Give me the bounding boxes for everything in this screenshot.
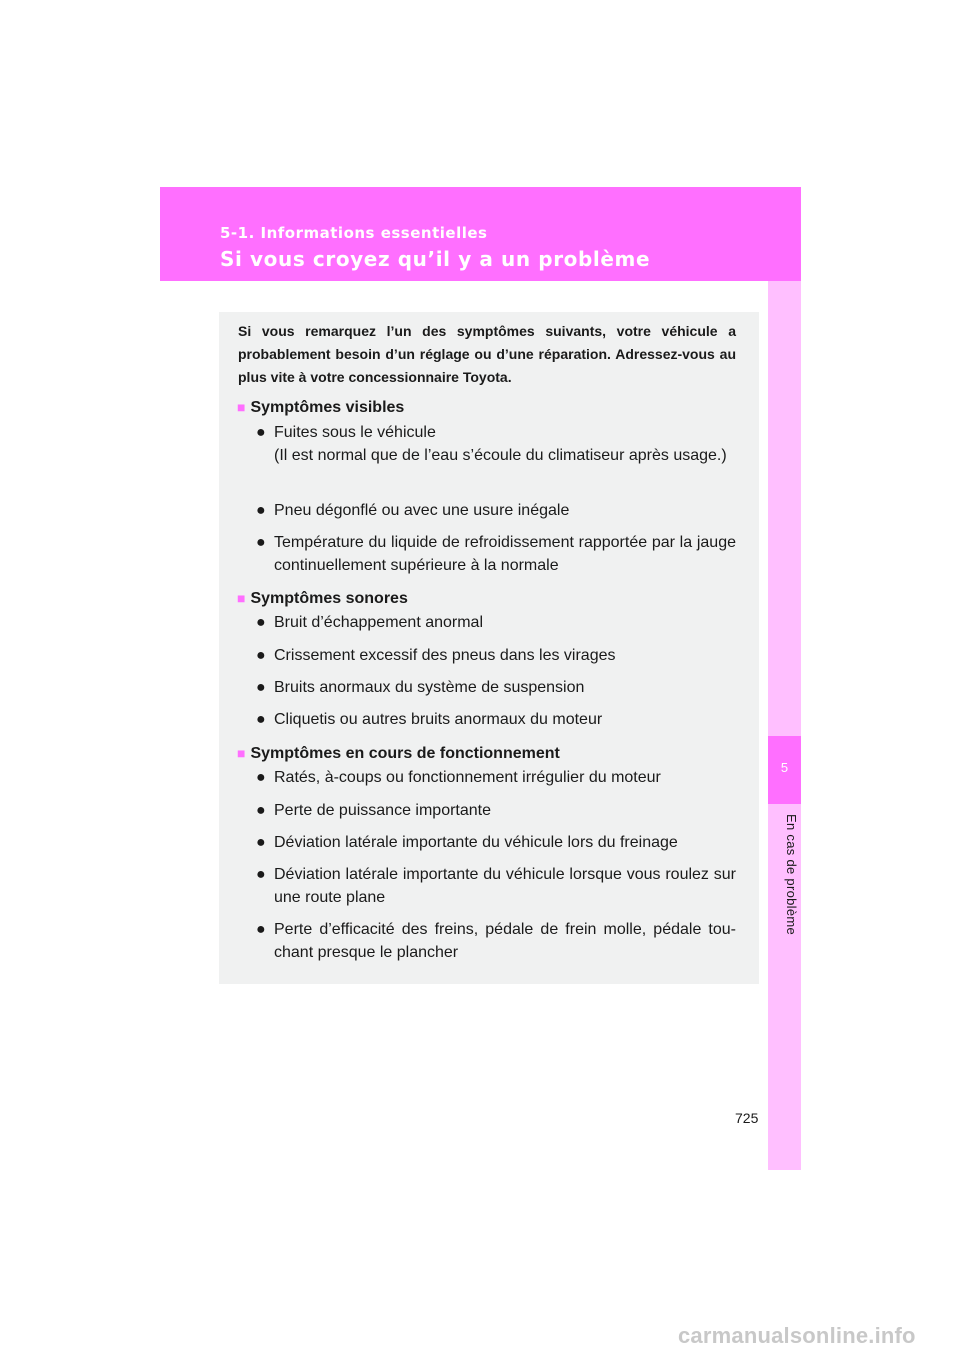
bullet-dot-icon: ● bbox=[256, 534, 266, 551]
list-item bbox=[256, 708, 736, 731]
list-item-text: Perte d’efficacité des freins, pédale de frein molle, pédale tou-chant presque le plancher bbox=[274, 921, 736, 961]
list-item-text: Crissement excessif des pneus dans les virages bbox=[274, 647, 616, 664]
bullet-dot-icon: ● bbox=[256, 711, 266, 728]
list-item bbox=[256, 531, 736, 577]
watermark-link[interactable]: carmanualsonline.info bbox=[678, 1323, 916, 1348]
bullet-dot-icon: ● bbox=[256, 424, 266, 441]
list-item bbox=[256, 421, 736, 467]
list-item bbox=[256, 676, 736, 699]
bullet-dot-icon: ● bbox=[256, 921, 266, 938]
square-icon: ■ bbox=[237, 399, 246, 415]
list-item bbox=[256, 644, 736, 667]
section-title-text: Symptômes sonores bbox=[250, 590, 408, 607]
symptoms-box bbox=[219, 312, 759, 984]
bullet-dot-icon: ● bbox=[256, 614, 266, 631]
list-item-text: Bruits anormaux du système de suspension bbox=[274, 679, 585, 696]
list-item-text: Perte de puissance importante bbox=[274, 802, 492, 819]
list-item-text: Pneu dégonflé ou avec une usure inégale bbox=[274, 502, 570, 519]
chapter-number-tab[interactable]: 5 bbox=[768, 736, 801, 804]
list-item-text: Déviation latérale importante du véhicule lors du freinage bbox=[274, 834, 678, 851]
list-item bbox=[256, 611, 736, 634]
section-title-sound bbox=[237, 588, 408, 609]
section-title-text: Symptômes en cours de fonctionnement bbox=[250, 745, 560, 762]
list-item-text: Fuites sous le véhicule (Il est normal que de l’eau s’écoule du climatiseur après usage.) bbox=[274, 424, 727, 464]
chapter-title: En cas de problème bbox=[784, 814, 799, 936]
list-item bbox=[256, 499, 736, 522]
list-item bbox=[256, 766, 736, 789]
bullet-dot-icon: ● bbox=[256, 502, 266, 519]
section-title-operation bbox=[237, 743, 560, 764]
section-label: 5-1. Informations essentielles bbox=[220, 224, 488, 242]
section-title-visible bbox=[237, 397, 404, 418]
list-item-text: Cliquetis ou autres bruits anormaux du moteur bbox=[274, 711, 603, 728]
bullet-dot-icon: ● bbox=[256, 802, 266, 819]
bullet-dot-icon: ● bbox=[256, 769, 266, 786]
chapter-side-strip bbox=[768, 281, 801, 1170]
bullet-dot-icon: ● bbox=[256, 647, 266, 664]
bullet-dot-icon: ● bbox=[256, 679, 266, 696]
list-item-text: Température du liquide de refroidissement rapportée par la jauge continuellement supérieure à la normale bbox=[274, 534, 736, 574]
list-item bbox=[256, 831, 736, 854]
list-item bbox=[256, 918, 736, 964]
bullet-dot-icon: ● bbox=[256, 834, 266, 851]
list-item-text: Ratés, à-coups ou fonctionnement irrégulier du moteur bbox=[274, 769, 661, 786]
section-title-text: Symptômes visibles bbox=[250, 399, 405, 416]
page-number: 725 bbox=[735, 1110, 759, 1126]
square-icon: ■ bbox=[237, 590, 246, 606]
bullet-dot-icon: ● bbox=[256, 866, 266, 883]
list-item-text: Bruit d’échappement anormal bbox=[274, 614, 484, 631]
list-item bbox=[256, 863, 736, 909]
intro-paragraph: Si vous remarquez l’un des symptômes suivants, votre véhicule a probablement besoin d’un réglage ou d’une réparation. Adressez-vous au plus vite à votre concessionnaire Toyota. bbox=[238, 323, 736, 385]
list-item bbox=[256, 799, 736, 822]
chapter-header bbox=[160, 187, 801, 281]
list-item-text: Déviation latérale importante du véhicule lorsque vous roulez sur une route plane bbox=[274, 866, 736, 906]
page-title: Si vous croyez qu’il y a un problème bbox=[220, 247, 651, 271]
square-icon: ■ bbox=[237, 745, 246, 761]
